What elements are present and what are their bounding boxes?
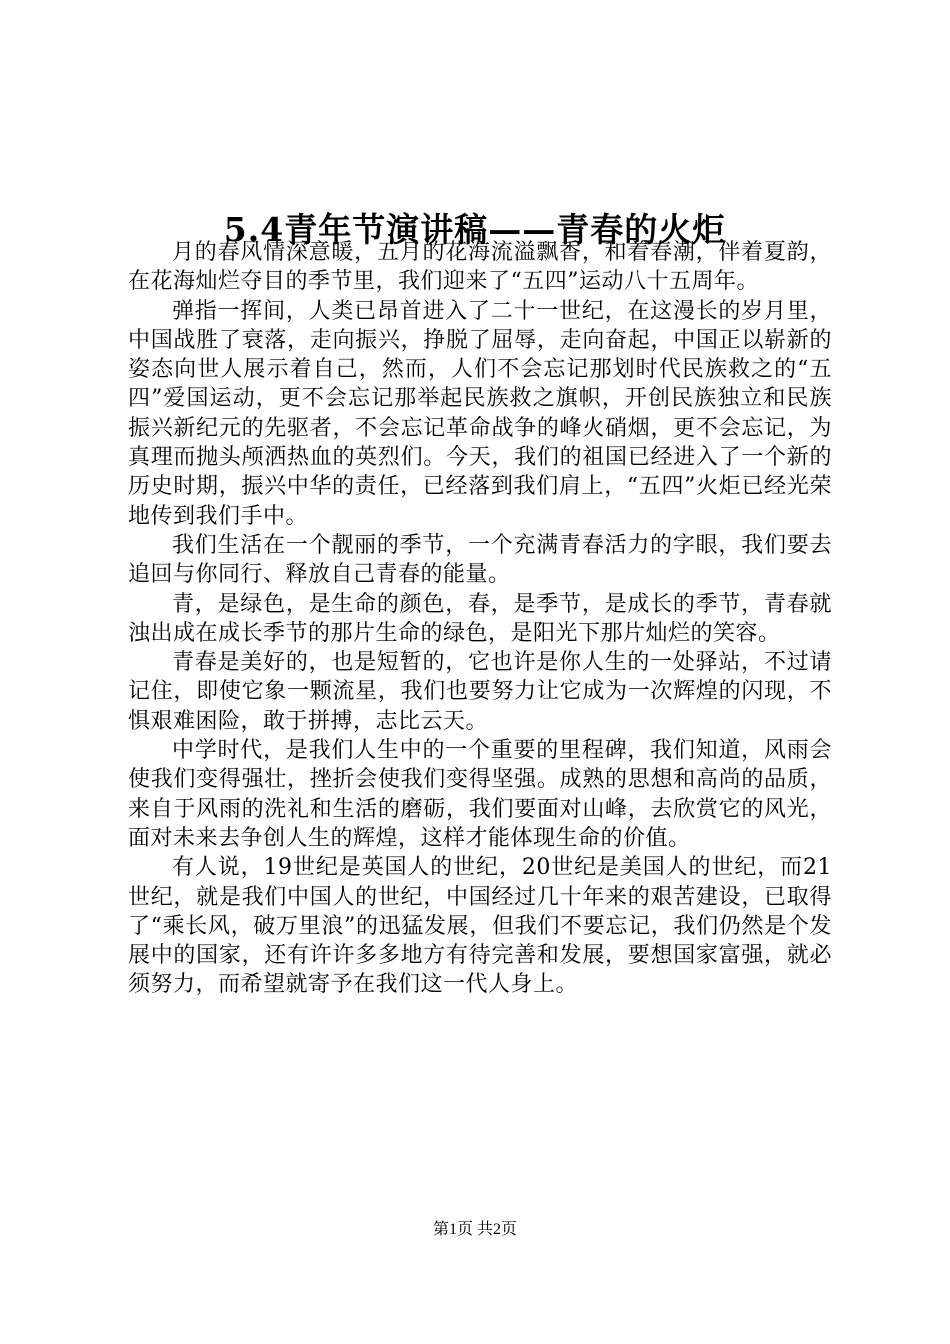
paragraph-7: 有人说，19世纪是英国人的世纪，20世纪是美国人的世纪，而21世纪，就是我们中国人的世纪，中国经过几十年来的艰苦建设，已取得了“乘长风，破万里浪”的迅猛发展，但我们不要忘记，我们仍然是个发展中的国家，还有许许多多地方有待完善和发展，要想国家富强，就必须努力，而希望就寄予在我们这一代人身上。 [128,855,832,998]
page-number-footer: 第1页 共2页 [432,1221,517,1238]
document-body [128,238,832,1000]
document-title: 5.4青年节演讲稿——青春的火炬 [223,210,727,250]
paragraph-1: 月的春风情深意暖，五月的花海流溢飘香，和着春潮，伴着夏韵，在花海灿烂夺目的季节里，我们迎来了“五四”运动八十五周年。 [128,240,832,295]
paragraph-6: 中学时代，是我们人生中的一个重要的里程碑，我们知道，风雨会使我们变得强壮，挫折会使我们变得坚强。成熟的思想和高尚的品质，来自于风雨的洗礼和生活的磨砺，我们要面对山峰，去欣赏它的风光，面对未来去争创人生的辉煌，这样才能体现生命的价值。 [128,738,832,851]
paragraph-4: 青，是绿色，是生命的颜色，春，是季节，是成长的季节，青春就浊出成在成长季节的那片生命的绿色，是阳光下那片灿烂的笑容。 [128,591,832,646]
paragraph-3: 我们生活在一个靓丽的季节，一个充满青春活力的字眼，我们要去追回与你同行、释放自己青春的能量。 [128,532,832,588]
paragraph-2: 弹指一挥间，人类已昂首进入了二十一世纪，在这漫长的岁月里，中国战胜了衰落，走向振兴，挣脱了屈辱，走向奋起，中国正以崭新的姿态向世人展示着自己，然而，人们不会忘记那划时代民族救之的“五四”爱国运动，更不会忘记那举起民族救之旗帜，开创民族独立和民族振兴新纪元的先驱者，不会忘记革命战争的峰火硝烟，更不会忘记，为真理而抛头颅洒热血的英烈们。今天，我们的祖国已经进入了一个新的历史时期，振兴中华的责任，已经落到我们肩上，“五四”火炬已经光荣地传到我们手中。 [128,298,832,529]
paragraph-5: 青春是美好的，也是短暂的，它也许是你人生的一处驿站，不过请记住，即使它象一颗流星，我们也要努力让它成为一次辉煌的闪现，不惧艰难困险，敢于拼搏，志比云天。 [128,650,832,734]
